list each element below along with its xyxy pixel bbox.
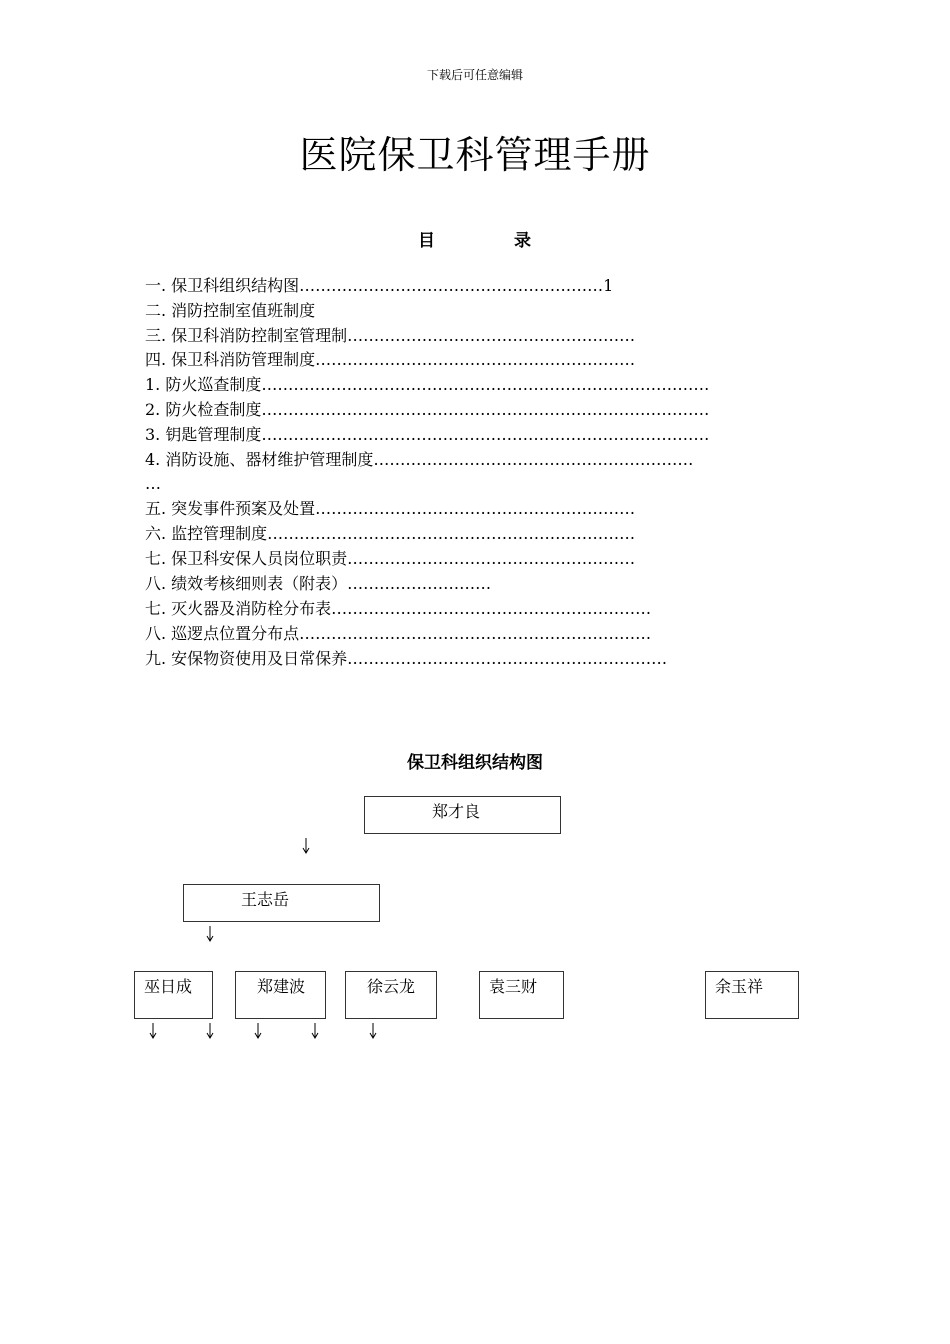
arrow-down-icon: [302, 838, 310, 854]
toc-heading-left: 目: [418, 231, 435, 251]
toc-item: 七. 保卫科安保人员岗位职责………………………………………………: [145, 549, 636, 568]
toc-heading: [418, 226, 531, 251]
toc-item: 一. 保卫科组织结构图…………………………………………………1: [145, 276, 614, 295]
org-node-staff: [134, 971, 213, 1019]
org-node-label: 王志岳: [241, 890, 290, 909]
org-node-staff: [235, 971, 326, 1019]
header-note: 下载后可任意编辑: [426, 68, 523, 82]
toc-item: 四. 保卫科消防管理制度……………………………………………………: [145, 350, 636, 369]
toc-item: 八. 绩效考核细则表（附表）………………………: [145, 574, 492, 593]
arrow-down-icon: [254, 1023, 262, 1039]
arrow-down-icon: [311, 1023, 319, 1039]
toc-item: 五. 突发事件预案及处置……………………………………………………: [145, 499, 636, 518]
toc-item: …: [145, 474, 161, 493]
toc-item: 九. 安保物资使用及日常保养……………………………………………………: [145, 649, 668, 668]
toc-item: 3. 钥匙管理制度…………………………………………………………………………: [145, 425, 710, 444]
org-node-label: 袁三财: [489, 977, 538, 996]
document-title: 医院保卫科管理手册: [299, 133, 651, 177]
org-chart-title: 保卫科组织结构图: [407, 753, 543, 773]
arrow-down-icon: [369, 1023, 377, 1039]
org-node-label: 郑才良: [432, 802, 481, 821]
toc-item: 1. 防火巡查制度…………………………………………………………………………: [145, 375, 710, 394]
org-node-label: 余玉祥: [715, 977, 764, 996]
org-node-top: [364, 796, 561, 834]
toc-item: 2. 防火检查制度…………………………………………………………………………: [145, 400, 710, 419]
toc-item: 4. 消防设施、器材维护管理制度……………………………………………………: [145, 450, 694, 469]
toc-heading-right: 录: [514, 231, 531, 251]
arrow-down-icon: [149, 1023, 157, 1039]
org-node-label: 巫日成: [144, 977, 193, 996]
org-node-staff: [479, 971, 564, 1019]
org-node-label: 徐云龙: [367, 977, 416, 996]
toc-item: 八. 巡逻点位置分布点…………………………………………………………: [145, 624, 652, 643]
org-node-staff: [705, 971, 799, 1019]
org-node-second: [183, 884, 380, 922]
toc-item: 二. 消防控制室值班制度: [145, 301, 316, 320]
toc-item: 三. 保卫科消防控制室管理制………………………………………………: [145, 326, 636, 345]
arrow-down-icon: [206, 1023, 214, 1039]
toc-item: 七. 灭火器及消防栓分布表……………………………………………………: [145, 599, 652, 618]
org-node-staff: [345, 971, 437, 1019]
arrow-down-icon: [206, 926, 214, 942]
toc-item: 六. 监控管理制度……………………………………………………………: [145, 524, 636, 543]
org-node-label: 郑建波: [257, 977, 306, 996]
